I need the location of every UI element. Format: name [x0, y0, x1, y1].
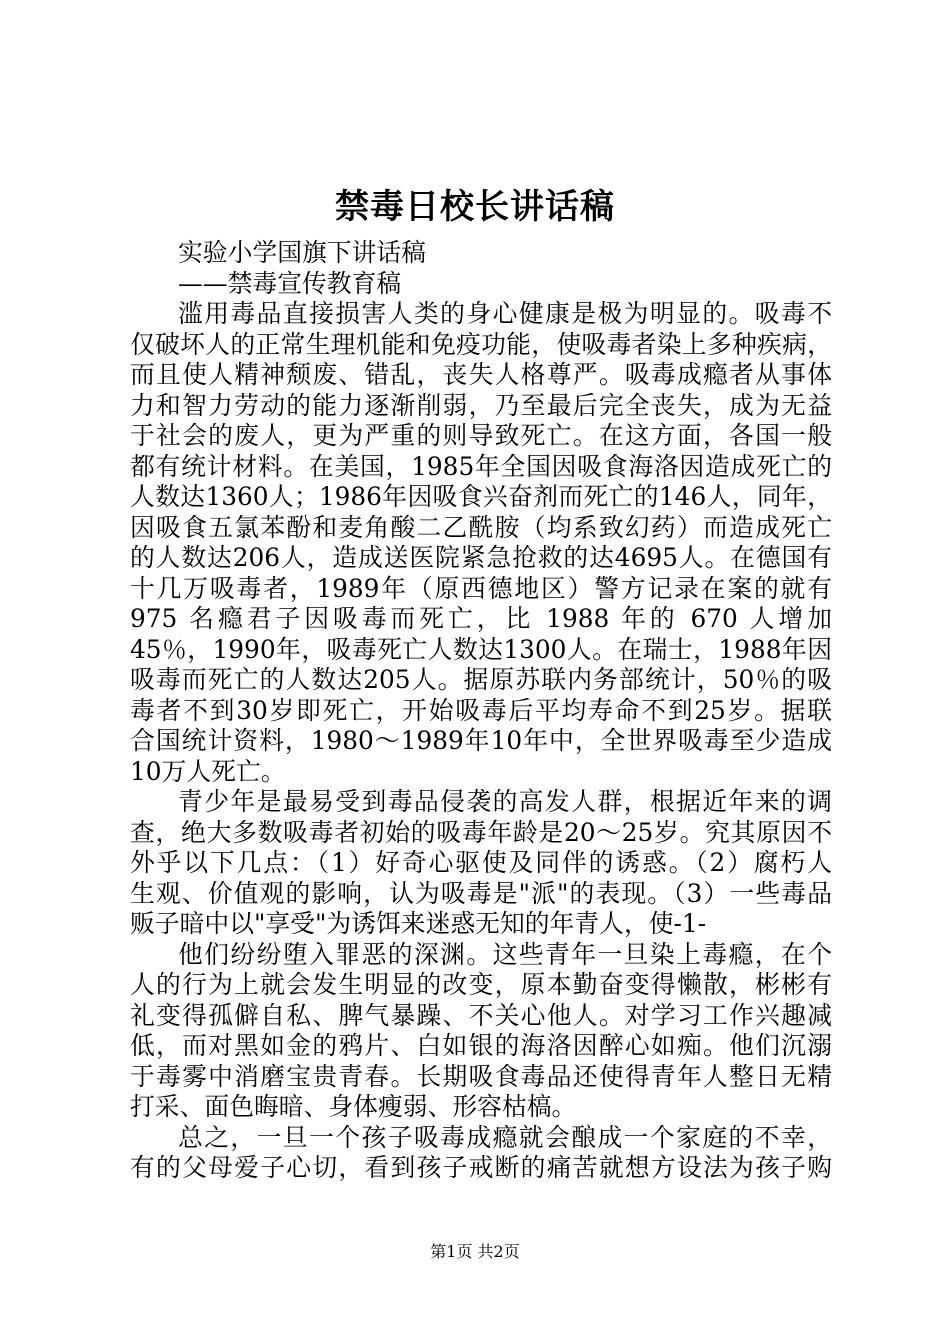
text-line: 而且使人精神颓废、错乱，丧失人格尊严。吸毒成瘾者从事体	[130, 360, 832, 389]
text-line: 的人数达206人，造成送医院紧急抢救的达4695人。在德国有	[130, 543, 832, 572]
text-line: 因吸食五氯苯酚和麦角酸二乙酰胺（均系致幻药）而造成死亡	[130, 512, 832, 542]
paragraph-2	[130, 787, 832, 940]
text-line: 外乎以下几点：（1）好奇心驱使及同伴的诱惑。（2）腐朽人	[130, 848, 832, 877]
text-line: 人数达1360人；1986年因吸食兴奋剂而死亡的146人，同年，	[130, 482, 832, 511]
text-line: 低，而对黑如金的鸦片、白如银的海洛因醉心如痴。他们沉溺	[130, 1031, 832, 1060]
text-line: 于毒雾中消磨宝贵青春。长期吸食毒品还使得青年人整日无精	[130, 1061, 832, 1091]
text-line: 他们纷纷堕入罪恶的深渊。这些青年一旦染上毒瘾，在个	[178, 939, 832, 969]
text-line: 毒者不到30岁即死亡，开始吸毒后平均寿命不到25岁。据联	[130, 695, 832, 725]
subtitle-line: ——禁毒宣传教育稿	[178, 268, 402, 298]
text-line: 滥用毒品直接损害人类的身心健康是极为明显的。吸毒不	[178, 299, 832, 328]
text-line: 力和智力劳动的能力逐渐削弱，乃至最后完全丧失，成为无益	[130, 390, 832, 420]
text-line: 打采、面色晦暗、身体瘦弱、形容枯槁。	[130, 1092, 577, 1121]
text-line: 贩子暗中以"享受"为诱饵来迷惑无知的年青人，使-1-	[130, 909, 707, 938]
document-title: 禁毒日校长讲话稿	[335, 187, 615, 227]
text-line: 十几万吸毒者，1989年（原西德地区）警方记录在案的就有	[130, 573, 832, 603]
paragraph-4	[130, 1123, 832, 1184]
document-body	[130, 238, 832, 1184]
text-line: 975 名瘾君子因吸毒而死亡，比 1988 年的 670 人增加	[130, 604, 832, 633]
text-line: 人的行为上就会发生明显的改变，原本勤奋变得懒散，彬彬有	[130, 970, 832, 999]
text-line: 总之，一旦一个孩子吸毒成瘾就会酿成一个家庭的不幸，	[178, 1122, 832, 1152]
subtitle-line: 实验小学国旗下讲话稿	[178, 238, 426, 267]
text-line: 吸毒而死亡的人数达205人。据原苏联内务部统计，50％的吸	[130, 665, 832, 694]
text-line: 有的父母爱子心切，看到孩子戒断的痛苦就想方设法为孩子购	[130, 1153, 832, 1182]
page-footer: 第1页 共2页	[430, 1242, 520, 1261]
text-line: 青少年是最易受到毒品侵袭的高发人群，根据近年来的调	[178, 787, 832, 816]
text-line: 查，绝大多数吸毒者初始的吸毒年龄是20～25岁。究其原因不	[130, 817, 832, 847]
text-line: 于社会的废人，更为严重的则导致死亡。在这方面，各国一般	[130, 421, 832, 450]
paragraph-1	[130, 299, 832, 787]
text-line: 礼变得孤僻自私、脾气暴躁、不关心他人。对学习工作兴趣减	[130, 1000, 832, 1030]
text-line: 10万人死亡。	[130, 756, 286, 786]
text-line: 都有统计材料。在美国，1985年全国因吸食海洛因造成死亡的	[130, 451, 832, 481]
text-line: 生观、价值观的影响，认为吸毒是"派"的表现。（3）一些毒品	[130, 878, 832, 908]
paragraph-3	[130, 940, 832, 1123]
text-line: 仅破坏人的正常生理机能和免疫功能，使吸毒者染上多种疾病，	[130, 329, 832, 359]
text-line: 合国统计资料，1980～1989年10年中，全世界吸毒至少造成	[130, 726, 832, 755]
text-line: 45％，1990年，吸毒死亡人数达1300人。在瑞士，1988年因	[130, 634, 832, 664]
